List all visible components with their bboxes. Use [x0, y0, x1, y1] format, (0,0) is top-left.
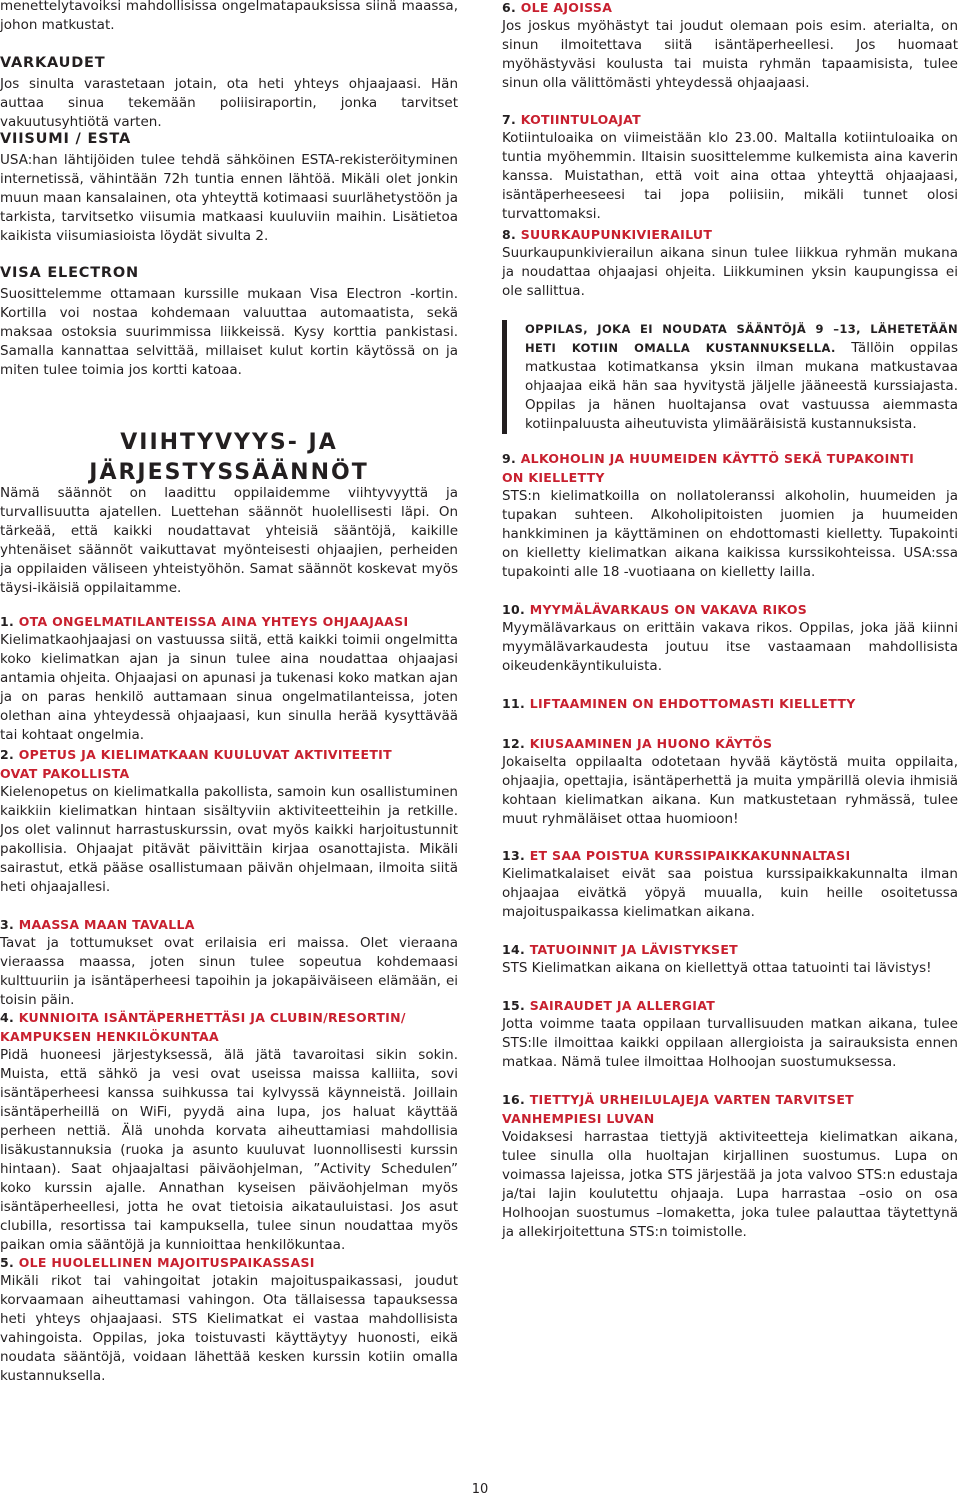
rule-3-text: Tavat ja tottumukset ovat erilaisia eri maissa. Olet vieraana vieraassa maassa, joten sinun tulee sopeutua kohdemaasi kulttuuriin ja isäntäperheesi tapoihin ja jokapäiväiseen elämään, ei toisin päin. — [0, 935, 458, 1008]
rules-intro-text: Nämä säännöt on laadittu oppilaidemme viihtyvyyttä ja turvallisuutta ajatellen. Luettehan säännöt huolellisesti läpi. On tärkeää, että kaikki noudattavat yhteisiä sääntöjä, kaikille yhtenäiset säännöt vaikuttavat myönteisesti ohjaajien, perheiden ja oppilaiden väliseen yhteistyöhön. Samat säännöt koskevat myös täysi-ikäisiä oppilaitamme. — [0, 485, 458, 596]
rule-11-heading — [502, 694, 958, 713]
rule-2-text: Kielenopetus on kielimatkalla pakollista, samoin kun osallistuminen kaikkiin kielimatkan hintaan sisältyviin aktiviteetteihin ja retkille. Jos olet valinnut harrastuskurssin, ovat myös kaikki harjoitustunnit pakollisia. Ohjaajat pitävät päivittäin kirjaa osanottajista. Mikäli sairastut, etkä pääse osallistumaan päivän ohjelmaan, ilmoita siitä heti ohjaajallesi. — [0, 784, 458, 895]
rule-5-heading — [0, 1253, 458, 1272]
expulsion-callout — [502, 320, 958, 434]
callout-lead: OPPILAS, JOKA EI NOUDATA SÄÄNTÖJÄ 9 –13, LÄHETETÄÄN HETI KOTIIN OMALLA KUSTANNUKSELLA. — [525, 322, 958, 355]
rule-6-heading — [502, 0, 958, 17]
rule-1 — [0, 612, 458, 745]
rule-13-text: Kielimatkalaiset eivät saa poistua kurssipaikkakunnalta ilman ohjaajaa eivätkä yöpyä muualla, kuin heille osoitetussa majoituspaikassa kielimatkan aikana. — [502, 866, 958, 920]
rule-14-heading — [502, 940, 958, 959]
rule-1-heading — [0, 612, 458, 631]
rule-12-text: Jokaiselta oppilaalta odotetaan hyvää käytöstä muita oppilaita, ohjaajia, opettajia, isäntäperhettä ja muita ympärillä olevia ihmisiä kohtaan kielimatkan aikana. Kun matkustetaan ryhmässä, tulee muut ryhmäläiset ottaa huomioon! — [502, 754, 958, 827]
rule-9-heading — [502, 449, 958, 487]
rules-title — [0, 428, 458, 488]
viisumi-text: USA:han lähtijöiden tulee tehdä sähköinen ESTA-rekisteröityminen internetissä, vähintään 72h tuntia ennen lähtöä. Mikäli olet jonkin muun maan kansalainen, ota yhteyttä kotimaasi suurlähetystöön ja tarkista, tarvitsetko viisumia matkaasi kuuluviin maihin. Lisätietoa kaikista viisumiasioista löydät sivulta 2. — [0, 152, 458, 244]
rule-8-title: SUURKAUPUNKIVIERAILUT — [520, 227, 713, 242]
intro-section — [0, 0, 458, 35]
visa-section — [0, 262, 458, 380]
rule-10-text: Myymälävarkaus on erittäin vakava rikos. Oppilas, joka jää kiinni myymälävarkaudesta joutuu itse vastaamaan mahdollisista oikeudenkäyntikuluista. — [502, 620, 958, 674]
rule-7-heading — [502, 110, 958, 129]
rule-15-text: Jotta voimme taata oppilaan turvallisuuden matkan aikana, tulee STS:lle ilmoittaa kaikki oppilaan allergioista ja sairauksista ennen matkaa. Nämä tulee ilmoittaa Holhoojan suostumuksessa. — [502, 1016, 958, 1070]
rule-2-number: 2. — [0, 747, 15, 762]
rule-10-title: MYYMÄLÄVARKAUS ON VAKAVA RIKOS — [529, 602, 808, 617]
rule-2-title-line1: OPETUS JA KIELIMATKAAN KUULUVAT AKTIVITEETIT — [18, 747, 392, 762]
rule-6 — [502, 0, 958, 93]
rule-1-number: 1. — [0, 614, 15, 629]
rule-2-title-line2: OVAT PAKOLLISTA — [0, 766, 130, 781]
rule-6-text: Jos joskus myöhästyt tai joudut olemaan pois esim. aterialta, on sinun ilmoitettava siitä isäntäperheellesi. Jos huomaat myöhästyväsi koulusta tai muista ryhmän tapaamisista, tulee sinun olla välittömästi yhteydessä ohjaajaasi. — [502, 18, 958, 91]
rule-12-title: KIUSAAMINEN JA HUONO KÄYTÖS — [529, 736, 773, 751]
rule-9 — [502, 449, 958, 582]
rule-7-number: 7. — [502, 112, 517, 127]
rule-13-number: 13. — [502, 848, 526, 863]
rule-7 — [502, 110, 958, 224]
rule-12-heading — [502, 734, 958, 753]
rule-9-title-line2: ON KIELLETTY — [502, 470, 605, 485]
rule-1-title: OTA ONGELMATILANTEISSA AINA YHTEYS OHJAAJAASI — [18, 614, 409, 629]
rule-3-heading — [0, 915, 458, 934]
rule-13-title: ET SAA POISTUA KURSSIPAIKKAKUNNALTASI — [529, 848, 851, 863]
viisumi-heading: VIISUMI / ESTA — [0, 131, 131, 147]
rule-5-number: 5. — [0, 1255, 15, 1270]
rule-11-number: 11. — [502, 696, 526, 711]
rule-4-number: 4. — [0, 1010, 15, 1025]
rule-4-text: Pidä huoneesi järjestyksessä, älä jätä tavaroitasi sikin sokin. Muista, että sähkö ja vesi ovat useissa maissa kalliita, sovi isäntäperheesi kanssa suihkussa tai kylvyssä käynneistä. Joillain isäntäperheillä on WiFi, pyydä aina lupa, jos haluat käyttää perheen nettiä. Älä unohda korvata aiheuttamiasi mahdollisia lisäkustannuksia (ruoka ja asunto kuuluvat luonnollisesti kurssin hintaan). Saat ohjaajaltasi päiväohjelman, ”Activity Schedulen” koko kurssin ajalle. Annathan kyseisen päiväohjelman myös isäntäperheellesi, jotta he ovat tietoisia aikatauluistasi. Jos asut clubilla, resortissa tai kampuksella, tulee sinun noudattaa myös paikan omia sääntöjä ja kunnioittaa henkilökuntaa. — [0, 1047, 458, 1253]
rule-8-heading — [502, 225, 958, 244]
page-number: 10 — [471, 1482, 489, 1497]
rule-14-title: TATUOINNIT JA LÄVISTYKSET — [529, 942, 738, 957]
varkaudet-text: Jos sinulta varastetaan jotain, ota heti yhteys ohjaajaasi. Hän auttaa sinua tekemään poliisiraportin, jonka tarvitset vakuutusyhtiötä varten. — [0, 76, 458, 130]
rule-4 — [0, 1008, 458, 1255]
rule-13 — [502, 846, 958, 922]
rule-10-heading — [502, 600, 958, 619]
rule-15-title: SAIRAUDET JA ALLERGIAT — [529, 998, 716, 1013]
rule-16-heading — [502, 1090, 958, 1128]
rule-7-title: KOTIINTULOAJAT — [520, 112, 641, 127]
rule-8-number: 8. — [502, 227, 517, 242]
rule-16-title-line2: VANHEMPIESI LUVAN — [502, 1111, 655, 1126]
intro-text: menettelytavoiksi mahdollisissa ongelmatapauksissa siinä maassa, johon matkustat. — [0, 0, 458, 33]
rule-12-number: 12. — [502, 736, 526, 751]
visa-heading: VISA ELECTRON — [0, 265, 139, 281]
rule-10-number: 10. — [502, 602, 526, 617]
rule-7-text: Kotiintuloaika on viimeistään klo 23.00. Maltalla kotiintuloaika on tuntia myöhemmin. Iltaisin suosittelemme kulkemista aina kaverin kanssa. Muistathan, että voit aina ottaa yhteyttä ohjaajaasi, isäntäperheeseesi tai jopa poliisiin, mikäli tunnet olosi turvattomaksi. — [502, 130, 958, 222]
rule-14-number: 14. — [502, 942, 526, 957]
rule-11-title: LIFTAAMINEN ON EHDOTTOMASTI KIELLETTY — [529, 696, 856, 711]
rule-16 — [502, 1090, 958, 1242]
visa-text: Suosittelemme ottamaan kurssille mukaan Visa Electron -kortin. Kortilla voi nostaa kohdemaan valuuttaa automaatista, sekä maksaa ostoksia suurimmissa liikkeissä. Kysy korttia pankistasi. Samalla kannattaa selvittää, millaiset kulut kortin käytössä on ja miten tulee toimia jos kortti katoaa. — [0, 286, 458, 378]
callout-body: Tällöin oppilas matkustaa kotimatkansa yksin ilman mukana matkustavaa ohjaajaa eikä hän saa hyvitystä jäljelle jääneestä kurssiajasta. Oppilas ja hänen huoltajansa ovat vastuussa aiemmasta kotiinpaluusta aiheutuvista ylimääräisistä kustannuksista. — [525, 340, 958, 432]
rule-2 — [0, 745, 458, 897]
rule-5 — [0, 1253, 458, 1386]
rule-8 — [502, 225, 958, 301]
rule-14 — [502, 940, 958, 978]
rule-4-title-line2: KAMPUKSEN HENKILÖKUNTAA — [0, 1029, 219, 1044]
rule-14-text: STS Kielimatkan aikana on kiellettyä ottaa tatuointi tai lävistys! — [502, 960, 932, 976]
rule-5-text: Mikäli rikot tai vahingoitat jotakin majoituspaikassasi, joudut korvaamaan aiheuttamasi vahingon. Ota tällaisessa tapauksessa heti yhteys ohjaajaasi. STS Kielimatkat ei vastaa mahdollisista vahingoista. Oppilas, joka toistuvasti käyttäytyy huonosti, eikä noudata sääntöjä, voidaan lähettää kesken kurssin kotiin omalla kustannuksella. — [0, 1273, 458, 1384]
rule-4-heading — [0, 1008, 458, 1046]
rule-3-number: 3. — [0, 917, 15, 932]
rule-9-title-line1: ALKOHOLIN JA HUUMEIDEN KÄYTTÖ SEKÄ TUPAKOINTI — [520, 451, 915, 466]
viisumi-section — [0, 128, 458, 246]
rule-15 — [502, 996, 958, 1072]
rule-6-number: 6. — [502, 0, 517, 15]
rule-15-heading — [502, 996, 958, 1015]
rule-3 — [0, 915, 458, 1010]
rule-1-text: Kielimatkaohjaajasi on vastuussa siitä, että kaikki toimii ongelmitta koko kielimatkan ajan ja sinun tulee aina noudattaa ohjaajasi antamia ohjeita. Ohjaajasi on apunasi ja tukenasi koko matkan ajan ja on paras henkilö auttamaan sinua ongelmatilanteissa, joten olethan aina yhteydessä ohjaajaasi, kun sinulla herää kysyttävää tai kohtaat ongelmia. — [0, 632, 458, 743]
rule-11 — [502, 694, 958, 713]
rule-2-heading — [0, 745, 458, 783]
varkaudet-heading: VARKAUDET — [0, 55, 106, 71]
rule-12 — [502, 734, 958, 829]
rule-9-number: 9. — [502, 451, 517, 466]
rules-title-line1: VIIHTYVYYS- JA — [120, 430, 338, 455]
rule-10 — [502, 600, 958, 676]
varkaudet-section — [0, 52, 458, 132]
rule-16-title-line1: TIETTYJÄ URHEILULAJEJA VARTEN TARVITSET — [529, 1092, 855, 1107]
rule-6-title: OLE AJOISSA — [520, 0, 613, 15]
rule-15-number: 15. — [502, 998, 526, 1013]
callout-text — [525, 320, 958, 434]
rules-intro-section — [0, 484, 458, 598]
rule-9-text: STS:n kielimatkoilla on nollatoleranssi alkoholin, huumeiden ja tupakan suhteen. Alkoholipitoisten juomien ja huumeiden hankkiminen ja käyttäminen on ehdottomasti kielletty. Tupakointi on kielletty kielimatkan aikana kaikissa kurssikohteissa. USA:ssa tupakointi alle 18 -vuotiaana on kielletty lailla. — [502, 488, 958, 580]
rule-4-title-line1: KUNNIOITA ISÄNTÄPERHETTÄSI JA CLUBIN/RESORTIN/ — [18, 1010, 406, 1025]
rule-3-title: MAASSA MAAN TAVALLA — [18, 917, 195, 932]
rule-16-text: Voidaksesi harrastaa tiettyjä aktiviteetteja kielimatkan aikana, tulee sinulla olla huoltajan kirjallinen suostumus. Lupa on voimassa lajeissa, jotka STS järjestää ja jota valvoo STS:n edustaja ja/tai lajin koulutettu ohjaaja. Lupa harrastaa –osio on osa Holhoojan suostumus –lomaketta, joka tulee palauttaa täytettynä ja allekirjoitettuna STS:n toimistolle. — [502, 1129, 958, 1240]
rule-16-number: 16. — [502, 1092, 526, 1107]
rule-13-heading — [502, 846, 958, 865]
rule-5-title: OLE HUOLELLINEN MAJOITUSPAIKASSASI — [18, 1255, 315, 1270]
rule-8-text: Suurkaupunkivierailun aikana sinun tulee liikkua ryhmän mukana ja noudattaa ohjaajasi ohjeita. Liikkuminen yksin kaupungissa ei ole sallittua. — [502, 245, 958, 299]
rules-title-line2: JÄRJESTYSSÄÄNNÖT — [89, 460, 369, 485]
